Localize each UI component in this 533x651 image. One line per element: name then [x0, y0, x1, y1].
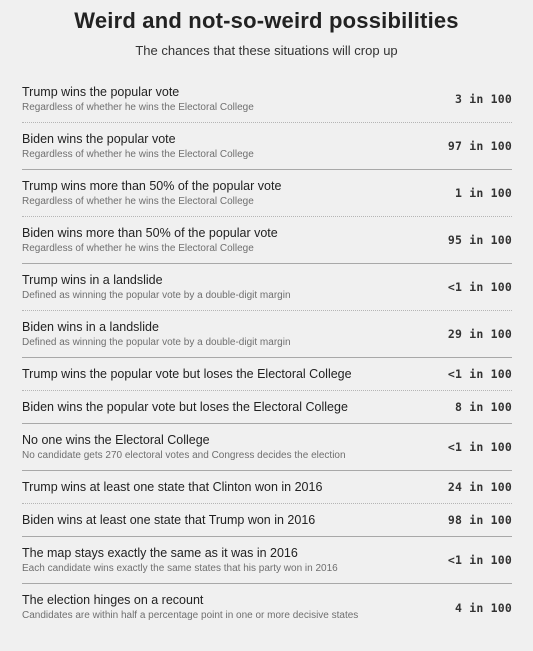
- row-text: [22, 400, 348, 415]
- row-text: [22, 367, 352, 382]
- row-note: Each candidate wins exactly the same states that his party won in 2016: [22, 562, 338, 574]
- row-text: [22, 433, 346, 462]
- row-odds: <1 in 100: [447, 553, 512, 567]
- table-row: [22, 170, 512, 217]
- row-odds: 4 in 100: [455, 600, 512, 615]
- table-row: [22, 123, 512, 170]
- table-row: [22, 537, 512, 584]
- row-note: Candidates are within half a percentage point in one or more decisive states: [22, 610, 359, 621]
- row-label: Trump wins the popular vote: [22, 84, 180, 99]
- table-row: [22, 504, 512, 537]
- row-note: Regardless of whether he wins the Electoral College: [22, 242, 254, 254]
- row-note: Defined as winning the popular vote by a double-digit margin: [22, 336, 291, 348]
- row-odds: 97 in 100: [447, 139, 512, 153]
- row-label: Biden wins more than 50% of the popular vote: [22, 225, 278, 240]
- row-label: The election hinges on a recount: [22, 593, 204, 607]
- table-row: [22, 76, 512, 123]
- row-text: [22, 320, 291, 349]
- table-row: [22, 424, 512, 471]
- row-odds: <1 in 100: [447, 440, 512, 454]
- row-label: Trump wins the popular vote but loses the Electoral College: [22, 366, 352, 381]
- row-label: Trump wins at least one state that Clinton won in 2016: [22, 479, 323, 494]
- row-text: [22, 179, 281, 208]
- row-text: [22, 593, 358, 622]
- row-text: [22, 546, 338, 575]
- row-note: Regardless of whether he wins the Electoral College: [22, 148, 254, 160]
- row-text: [22, 85, 254, 114]
- page-subtitle: The chances that these situations will crop up: [135, 43, 398, 58]
- row-note: No candidate gets 270 electoral votes and Congress decides the election: [22, 449, 346, 461]
- row-label: Trump wins more than 50% of the popular vote: [22, 178, 282, 193]
- table-row: [22, 311, 512, 358]
- table-row: [22, 584, 512, 631]
- table-row: [22, 471, 512, 504]
- row-label: Biden wins the popular vote: [22, 131, 176, 146]
- row-note: Defined as winning the popular vote by a double-digit margin: [22, 289, 291, 301]
- row-text: [22, 480, 322, 495]
- row-odds: 8 in 100: [455, 400, 512, 414]
- page-title: Weird and not-so-weird possibilities: [74, 8, 459, 33]
- row-label: The map stays exactly the same as it was in 2016: [22, 545, 298, 560]
- row-odds: <1 in 100: [447, 367, 512, 381]
- row-odds: 3 in 100: [455, 92, 512, 106]
- row-note: Regardless of whether he wins the Electoral College: [22, 101, 254, 113]
- table-row: [22, 264, 512, 311]
- row-text: [22, 226, 278, 255]
- row-text: [22, 273, 291, 302]
- row-text: [22, 132, 254, 161]
- row-label: Biden wins in a landslide: [22, 319, 159, 334]
- table-row: [22, 391, 512, 424]
- row-note: Regardless of whether he wins the Electoral College: [22, 195, 254, 207]
- row-label: Trump wins in a landslide: [22, 272, 163, 287]
- row-text: [22, 513, 315, 528]
- possibilities-table: [22, 76, 512, 631]
- table-row: [22, 217, 512, 264]
- row-label: Biden wins at least one state that Trump won in 2016: [22, 512, 316, 527]
- table-row: [22, 358, 512, 391]
- row-odds: <1 in 100: [447, 280, 512, 294]
- row-odds: 24 in 100: [447, 480, 512, 494]
- row-odds: 1 in 100: [455, 186, 512, 200]
- row-odds: 29 in 100: [447, 327, 512, 341]
- row-odds: 98 in 100: [447, 513, 512, 527]
- row-label: Biden wins the popular vote but loses the Electoral College: [22, 399, 348, 414]
- row-odds: 95 in 100: [447, 233, 512, 247]
- row-label: No one wins the Electoral College: [22, 432, 210, 447]
